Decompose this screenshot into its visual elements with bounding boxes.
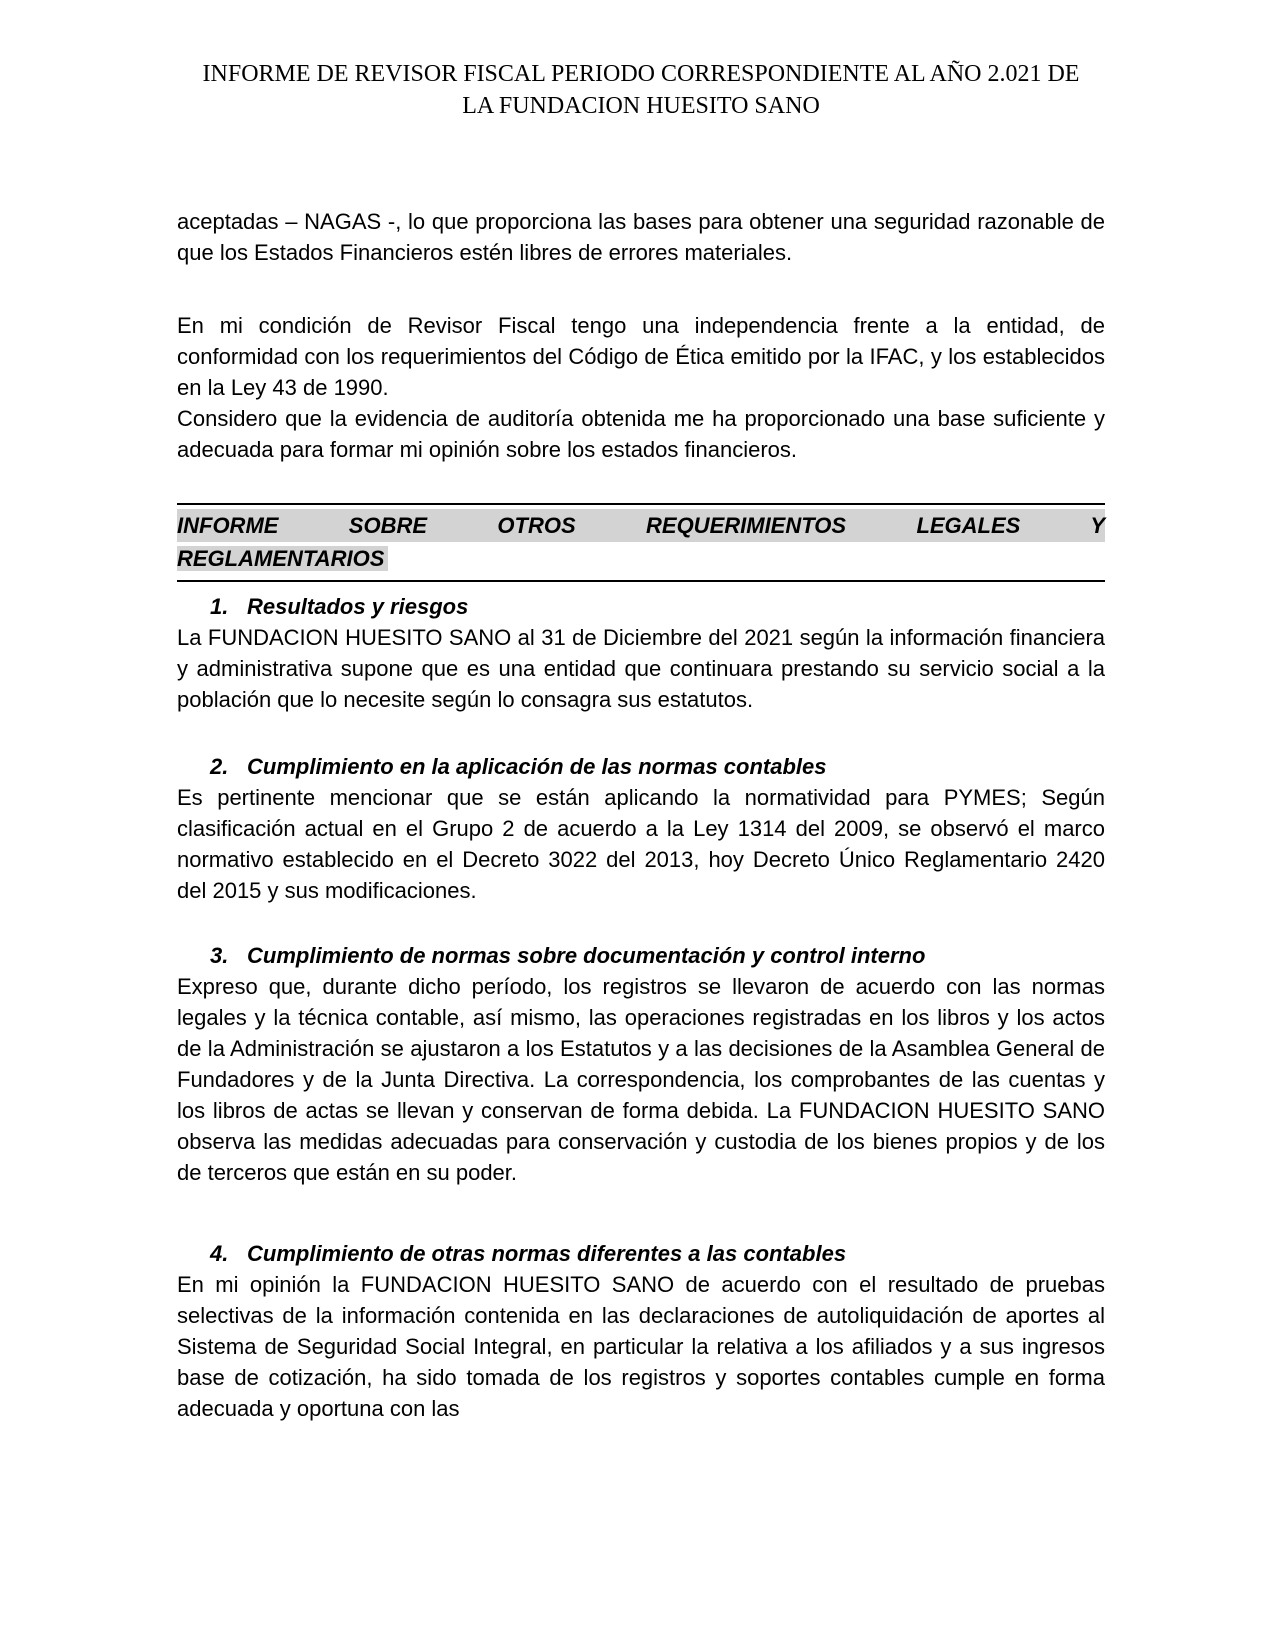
document-title <box>147 58 1135 122</box>
section-1-body: La FUNDACION HUESITO SANO al 31 de Diciembre del 2021 según la información financiera y administrativa supone que es una entidad que continuara prestando su servicio social a la población que lo necesite según lo consagra sus estatutos. <box>177 625 1105 712</box>
legal-heading-highlight-1: INFORME SOBRE OTROS REQUERIMIENTOS LEGALES Y <box>177 509 1105 542</box>
intro-paragraph-1: aceptadas – NAGAS -, lo que proporciona las bases para obtener una seguridad razonable de que los Estados Financieros estén libres de errores materiales. <box>177 209 1105 265</box>
section-2-body: Es pertinente mencionar que se están aplicando la normatividad para PYMES; Según clasificación actual en el Grupo 2 de acuerdo a la Ley 1314 del 2009, se observó el marco normativo establecido en el Decreto 3022 del 2013, hoy Decreto Único Reglamentario 2420 del 2015 y sus modificaciones. <box>177 785 1105 903</box>
legal-requirements-heading <box>177 503 1105 582</box>
section-2-heading <box>177 751 1105 782</box>
section-4-number: 4. <box>210 1241 229 1266</box>
legal-requirements-heading-line1 <box>177 509 1105 542</box>
section-2-title: Cumplimiento en la aplicación de las normas contables <box>247 754 827 779</box>
legal-heading-highlight-2: REGLAMENTARIOS <box>177 546 388 571</box>
section-1-title: Resultados y riesgos <box>247 594 469 619</box>
section-4-title: Cumplimiento de otras normas diferentes a las contables <box>247 1241 847 1266</box>
section-4-body: En mi opinión la FUNDACION HUESITO SANO de acuerdo con el resultado de pruebas selectivas de la información contenida en las declaraciones de autoliquidación de aportes al Sistema de Seguridad Social Integral, en particular la relativa a los afiliados y a sus ingresos base de cotización, ha sido tomada de los registros y soportes contables cumple en forma adecuada y oportuna con las <box>177 1272 1105 1421</box>
section-3-body: Expreso que, durante dicho período, los registros se llevaron de acuerdo con las normas legales y la técnica contable, así mismo, las operaciones registradas en los libros y los actos de la Administración se ajustaron a los Estatutos y a las decisiones de la Asamblea General de Fundadores y de la Junta Directiva. La correspondencia, los comprobantes de las cuentas y los libros de actas se llevan y conservan de forma debida. La FUNDACION HUESITO SANO observa las medidas adecuadas para conservación y custodia de los bienes propios y de los de terceros que están en su poder. <box>177 974 1105 1185</box>
document-title-line2: LA FUNDACION HUESITO SANO <box>462 93 820 119</box>
section-1-heading <box>177 591 1105 622</box>
legal-requirements-heading-line2 <box>177 542 1105 575</box>
intro-paragraph-2: En mi condición de Revisor Fiscal tengo una independencia frente a la entidad, de conformidad con los requerimientos del Código de Ética emitido por la IFAC, y los establecidos en la Ley 43 de 1990. <box>177 313 1105 400</box>
document-title-line1: INFORME DE REVISOR FISCAL PERIODO CORRESPONDIENTE AL AÑO 2.021 DE <box>202 61 1080 87</box>
intro-paragraph-3: Considero que la evidencia de auditoría obtenida me ha proporcionado una base suficiente y adecuada para formar mi opinión sobre los estados financieros. <box>177 406 1105 462</box>
section-3-title: Cumplimiento de normas sobre documentación y control interno <box>247 943 926 968</box>
section-4-heading <box>177 1238 1105 1269</box>
section-3-number: 3. <box>210 943 229 968</box>
section-1-number: 1. <box>210 594 229 619</box>
section-2-number: 2. <box>210 754 229 779</box>
section-3-heading <box>177 940 1105 971</box>
